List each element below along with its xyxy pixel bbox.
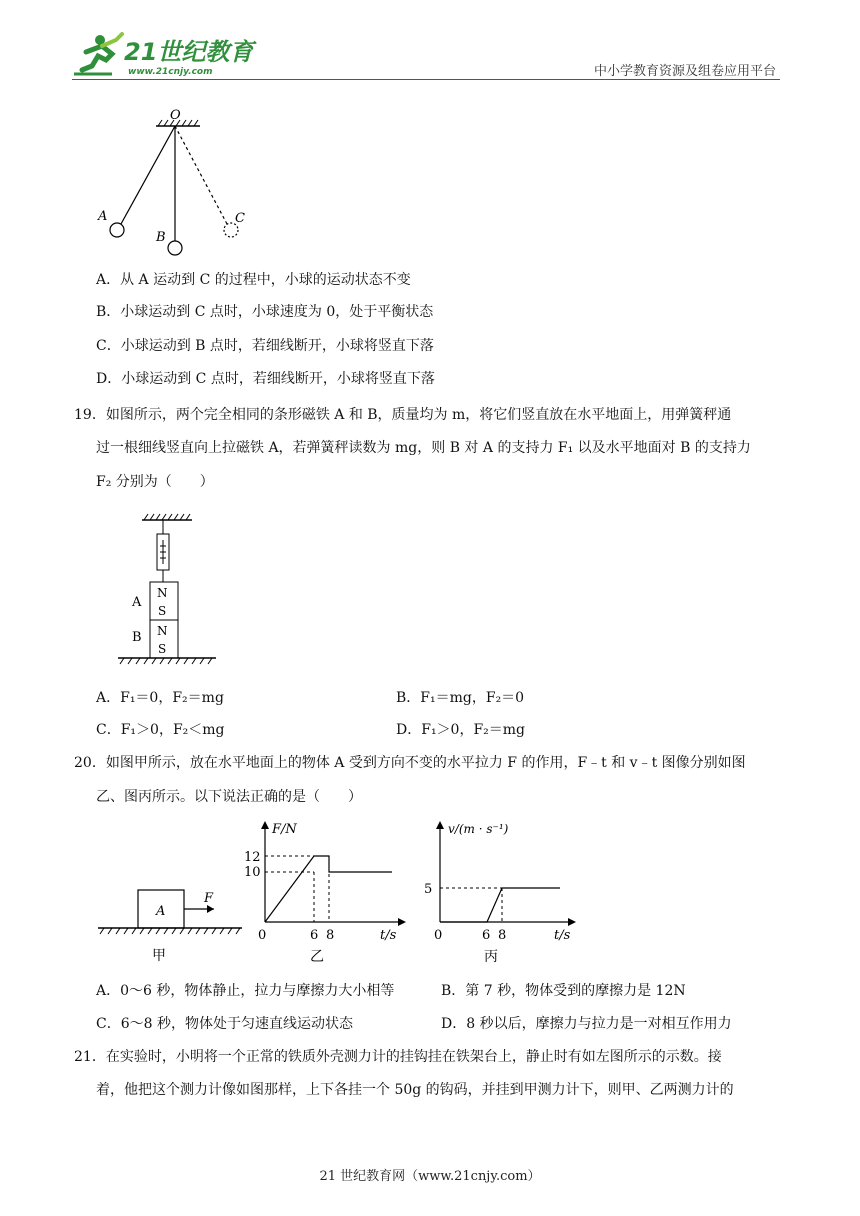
bing-y5: 5 xyxy=(424,882,433,897)
caption-yi: 乙 xyxy=(310,949,324,965)
fig-jia xyxy=(96,860,246,970)
q20-option-c: C．6～8 秒，物体处于匀速直线运动状态 xyxy=(96,1016,353,1032)
force-label: F xyxy=(204,891,214,906)
magnet-label-b: B xyxy=(132,630,142,645)
bing-series-line xyxy=(440,888,560,922)
q19-option-a: A．F₁＝0，F₂＝mg xyxy=(96,690,224,706)
yi-x8: 8 xyxy=(326,928,335,943)
caption-bing: 丙 xyxy=(484,949,498,965)
magnet-a-n: N xyxy=(157,586,168,600)
magnet-b-s: S xyxy=(158,642,167,656)
bing-ylabel: v/(m · s⁻¹) xyxy=(448,822,509,836)
magnet-b-n: N xyxy=(157,624,168,638)
platform-name: 中小学教育资源及组卷应用平台 xyxy=(593,64,776,79)
q20-option-d: D．8 秒以后，摩擦力与拉力是一对相互作用力 xyxy=(441,1016,732,1032)
q20-option-a: A．0～6 秒，物体静止，拉力与摩擦力大小相等 xyxy=(96,983,395,999)
q20-line-1: 20．如图甲所示，放在水平地面上的物体 A 受到方向不变的水平拉力 F 的作用，F﹣t 和 v﹣t 图像分别如图 xyxy=(74,755,746,771)
bing-origin: 0 xyxy=(434,928,443,943)
q19-line-2: 过一根细线竖直向上拉磁铁 A，若弹簧秤读数为 mg，则 B 对 A 的支持力 F₁ 以及水平地面对 B 的支持力 xyxy=(96,440,751,456)
q19-option-b: B．F₁＝mg，F₂＝0 xyxy=(396,690,525,706)
q18-option-c: C．小球运动到 B 点时，若细线断开，小球将竖直下落 xyxy=(96,338,434,354)
yi-x6: 6 xyxy=(310,928,319,943)
q20-line-2: 乙、图丙所示。以下说法正确的是（ ） xyxy=(96,789,362,805)
yi-ylabel: F/N xyxy=(272,822,297,837)
label-o: O xyxy=(170,108,181,123)
q20-option-b: B．第 7 秒，物体受到的摩擦力是 12N xyxy=(441,983,686,999)
fig-yi-chart xyxy=(240,815,410,970)
magnet-a-s: S xyxy=(158,604,167,618)
q21-line-1: 21．在实验时，小明将一个正常的铁质外壳测力计的挂钩挂在铁架台上，静止时有如左图所示的示数。接 xyxy=(74,1049,722,1065)
label-a: A xyxy=(98,209,108,224)
label-b: B xyxy=(156,230,166,245)
site-logo xyxy=(72,30,262,80)
q18-option-b: B．小球运动到 C 点时，小球速度为 0，处于平衡状态 xyxy=(96,304,434,320)
yi-y10: 10 xyxy=(244,865,261,880)
pendulum-figure xyxy=(90,104,260,264)
q19-option-c: C．F₁＞0，F₂＜mg xyxy=(96,722,225,738)
label-c: C xyxy=(235,211,245,226)
q18-option-d: D．小球运动到 C 点时，若细线断开，小球将竖直下落 xyxy=(96,371,435,387)
q19-line-1: 19．如图所示，两个完全相同的条形磁铁 A 和 B，质量均为 m，将它们竖直放在水平地面上，用弹簧秤通 xyxy=(74,407,732,423)
caption-jia: 甲 xyxy=(152,948,166,964)
magnet-figure xyxy=(96,506,236,668)
yi-xlabel: t/s xyxy=(380,928,397,943)
block-label: A xyxy=(156,904,166,919)
runner-logo-icon xyxy=(74,34,122,74)
q21-line-2: 着，他把这个测力计像如图那样，上下各挂一个 50g 的钩码，并挂到甲测力计下，则甲、乙两测力计的 xyxy=(96,1082,734,1098)
header-divider xyxy=(72,79,780,80)
q19-option-d: D．F₁＞0，F₂＝mg xyxy=(396,722,526,738)
magnet-label-a: A xyxy=(132,595,142,610)
q18-option-a: A．从 A 运动到 C 的过程中，小球的运动状态不变 xyxy=(96,272,411,288)
page-footer: 21 世纪教育网（www.21cnjy.com） xyxy=(319,1169,541,1184)
yi-y12: 12 xyxy=(244,850,261,865)
logo-main-text: 21世纪教育 xyxy=(124,38,254,66)
bing-xlabel: t/s xyxy=(554,928,571,943)
bing-x6: 6 xyxy=(482,928,491,943)
fig-bing-chart xyxy=(420,815,590,970)
q19-line-3: F₂ 分别为（ ） xyxy=(96,474,214,490)
logo-sub-text: www.21cnjy.com xyxy=(128,67,213,77)
yi-origin: 0 xyxy=(258,928,267,943)
bing-x8: 8 xyxy=(498,928,507,943)
